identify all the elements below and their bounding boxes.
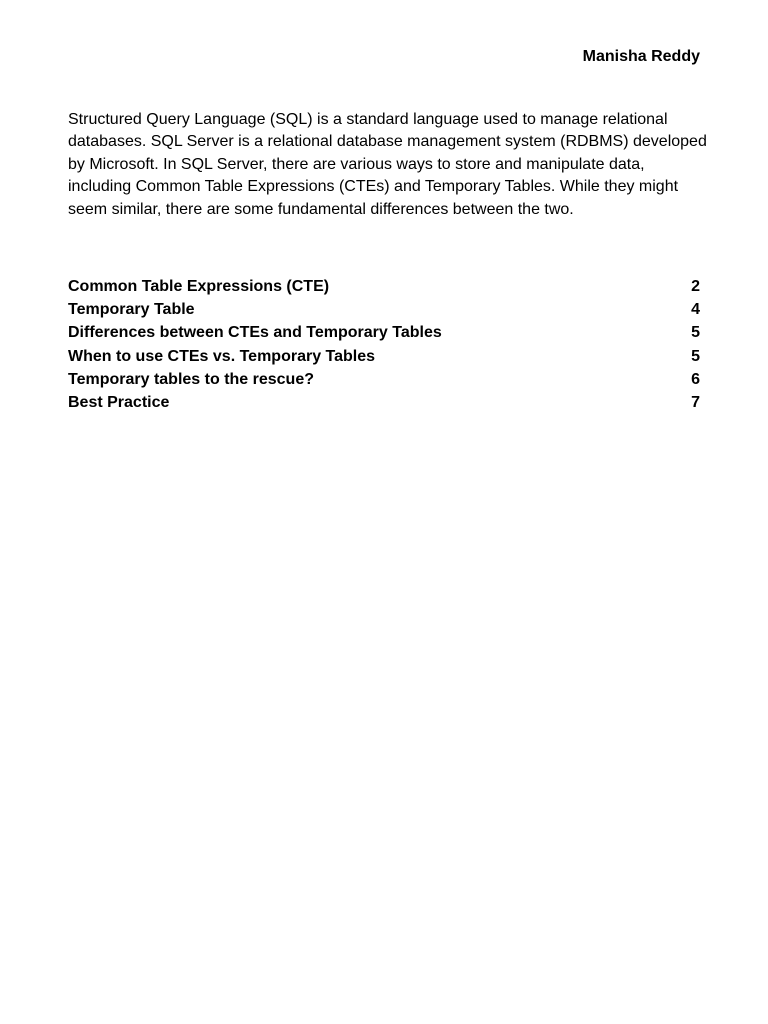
toc-entry[interactable] [68,275,700,298]
author-name: Manisha Reddy [582,48,700,65]
toc-page-number: 5 [691,324,700,342]
toc-entry[interactable] [68,345,700,368]
toc-entry-title[interactable]: Differences between CTEs and Temporary Tables [68,324,442,342]
toc-entry-title[interactable]: Best Practice [68,393,170,411]
toc-page-number: 2 [691,278,700,295]
toc-page-number: 4 [691,301,700,319]
toc-entry-title[interactable]: Temporary Table [68,301,195,319]
toc-entry[interactable] [68,321,700,344]
toc-page-number: 6 [691,370,700,388]
toc-entry-title[interactable]: When to use CTEs vs. Temporary Tables [68,347,376,365]
toc-entry[interactable] [68,368,700,391]
toc-entry[interactable] [68,391,700,414]
toc-entry-title[interactable]: Temporary tables to the rescue? [68,370,314,388]
table-of-contents [68,275,700,414]
toc-entry-title[interactable]: Common Table Expressions (CTE) [68,278,330,295]
intro-paragraph: Structured Query Language (SQL) is a standard language used to manage relational databases. SQL Server is a relational database management system (RDBMS) developed by Microsoft. In SQL Server, there are various ways to store and manipulate data, including Common Table Expressions (CTEs) and Temporary Tables. While they might seem similar, there are some fundamental differences between the two. [68,111,707,218]
toc-page-number: 5 [691,347,700,365]
toc-page-number: 7 [691,393,700,411]
toc-entry[interactable] [68,298,700,321]
